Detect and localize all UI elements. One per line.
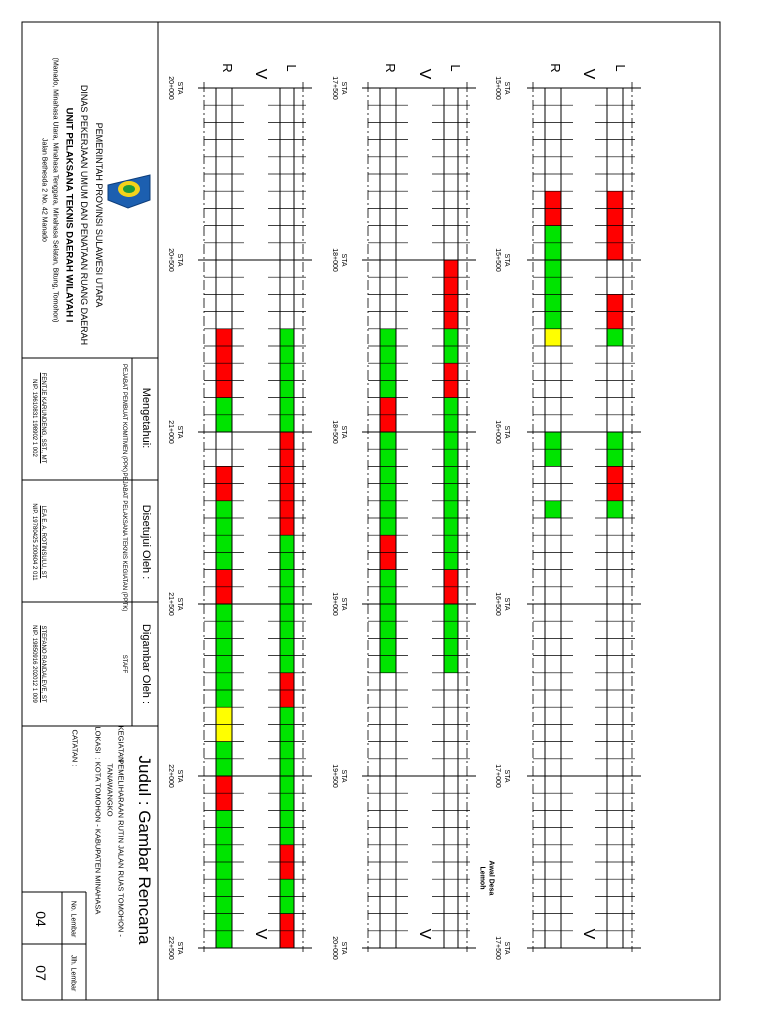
panel-3-station-label-2: 21+000 xyxy=(167,420,174,444)
panel-2-station-label-1: 18+000 xyxy=(331,248,338,272)
panel-2-R-side-label: R xyxy=(383,63,398,73)
lokasi-label: LOKASI xyxy=(93,726,103,754)
kegiatan-line-2: TANAWANGKO xyxy=(105,763,115,817)
approval-2-name: LEA E. A. ROTINSULU, ST xyxy=(40,505,46,579)
approval-2-heading: Disetujui Oleh : xyxy=(140,504,152,580)
drawing-title: Judul : Gambar Rencana xyxy=(135,755,154,945)
approval-1-name: FENTJE KARUNDENG, SST., MT xyxy=(40,372,46,464)
panel-3-v-mark-2: V xyxy=(252,928,269,940)
panel-1-v-mark-1: V xyxy=(580,68,597,80)
panel-1-L-segment-6 xyxy=(607,501,623,518)
panel-2-L-side-label: L xyxy=(448,64,463,72)
header-org-line-5: Jalan Bethesda 2 No. 42 Manado xyxy=(40,138,48,242)
panel-3-station-label-0: 20+000 xyxy=(167,76,174,100)
panel-1-station-label-2: STA xyxy=(503,425,510,439)
lokasi-value: : KOTA TOMOHON - KABUPATEN MINAHASA xyxy=(93,757,103,915)
jml-lembar-value: 07 xyxy=(33,965,49,981)
panel-1-station-label-5: STA xyxy=(503,941,510,955)
panel-3-station-label-4: STA xyxy=(176,769,183,783)
panel-3-R-side-label: R xyxy=(220,63,235,73)
panel-1-station-label-4: 17+000 xyxy=(494,764,501,788)
panel-2-station-label-5: 20+000 xyxy=(331,936,338,960)
jml-lembar-label: Jlh. Lembar xyxy=(69,954,77,992)
panel-1-L-segment-3 xyxy=(607,329,623,346)
header-org-line-4: (Manado, Minahasa Utara, Minahasa Tenggara, Minahasa Selatan, Bitung, Tomohon) xyxy=(51,57,59,323)
panel-1-station-label-3: STA xyxy=(503,597,510,611)
catatan-label: CATATAN : xyxy=(70,729,80,767)
approval-3-name: STEFANO RANDALEVE, ST xyxy=(40,625,46,703)
panel-1-station-label-1: STA xyxy=(503,253,510,267)
panel-3-station-label-3: STA xyxy=(176,597,183,611)
panel-2 xyxy=(331,63,476,960)
header-org-line-3: UNIT PELAKSANA TEKNIS DAERAH WILAYAH I xyxy=(63,107,75,323)
panel-3-station-label-3: 21+500 xyxy=(167,592,174,616)
panel-1-station-label-2: 16+000 xyxy=(494,420,501,444)
panel-3-station-label-1: STA xyxy=(176,253,183,267)
panel-2-station-label-2: 18+500 xyxy=(331,420,338,444)
approval-2-nip: NIP. 19780425 200604 2 011 xyxy=(31,503,37,581)
panel-1-R-segment-5 xyxy=(545,501,561,518)
approval-1-role: PEJABAT PEMBUAT KOMITMEN (PPK) xyxy=(121,364,127,472)
no-lembar-value: 04 xyxy=(33,911,49,927)
panel-3 xyxy=(167,63,312,960)
panel-1-station-label-0: 15+000 xyxy=(494,76,501,100)
panel-2-station-label-0: 17+500 xyxy=(331,76,338,100)
panel-1-R-side-label: R xyxy=(548,63,563,73)
panel-2-station-label-2: STA xyxy=(340,425,347,439)
panel-2-station-label-3: 19+000 xyxy=(331,592,338,616)
panel-2-v-mark-2: V xyxy=(416,928,433,940)
province-logo xyxy=(108,175,150,208)
kegiatan-line-1: : PEMELIHARAAN RUTIN JALAN RUAS TOMOHON - xyxy=(116,755,126,937)
approval-3-nip: NIP. 19850916 202012 1 009 xyxy=(31,625,37,703)
annotation-line-1: Awal Desa xyxy=(487,860,495,896)
panel-1-station-label-3: 16+500 xyxy=(494,592,501,616)
panel-3-station-label-5: STA xyxy=(176,941,183,955)
panel-3-v-mark-1: V xyxy=(252,68,269,80)
no-lembar-label: No. Lembar xyxy=(69,900,77,938)
panel-1 xyxy=(494,63,641,960)
panel-3-station-label-1: 20+500 xyxy=(167,248,174,272)
panel-2-v-mark-1: V xyxy=(416,68,433,80)
approval-2-role: PEJABAT PELAKSANA TEKNIS KEGIATAN (PPTK) xyxy=(121,472,127,612)
panel-2-station-label-4: STA xyxy=(340,769,347,783)
panel-3-station-label-0: STA xyxy=(176,81,183,95)
header-org-line-1: PEMERINTAH PROVINSI SULAWESI UTARA xyxy=(94,122,104,308)
panel-1-station-label-4: STA xyxy=(503,769,510,783)
panel-2-station-label-0: STA xyxy=(340,81,347,95)
panel-2-station-label-1: STA xyxy=(340,253,347,267)
approval-3-role: STAFF xyxy=(121,654,127,674)
panel-3-station-label-2: STA xyxy=(176,425,183,439)
panel-3-station-label-4: 22+000 xyxy=(167,764,174,788)
panel-2-station-label-3: STA xyxy=(340,597,347,611)
panel-2-station-label-5: STA xyxy=(340,941,347,955)
approval-1-nip: NIP. 19610831 198902 1 002 xyxy=(31,379,37,457)
panel-3-station-label-5: 22+500 xyxy=(167,936,174,960)
kegiatan-label: KEGIATAN xyxy=(116,725,126,763)
logo-center xyxy=(123,185,135,193)
approval-3-heading: Digambar Oleh : xyxy=(140,623,152,705)
annotation-line-2: Lemoh xyxy=(478,866,486,890)
panel-1-station-label-5: 17+500 xyxy=(494,936,501,960)
panel-1-v-mark-2: V xyxy=(580,928,597,940)
approval-1-heading: Mengetahui: xyxy=(140,387,152,449)
road-condition-panels xyxy=(167,63,641,960)
panel-2-station-label-4: 19+500 xyxy=(331,764,338,788)
panel-1-station-label-1: 15+500 xyxy=(494,248,501,272)
panel-1-L-side-label: L xyxy=(613,64,628,72)
panel-1-R-segment-3 xyxy=(545,329,561,346)
panel-3-L-side-label: L xyxy=(284,64,299,72)
panel-1-station-label-0: STA xyxy=(503,81,510,95)
header-org-line-2: DINAS PEKERJAAN UMUM DAN PENATAAN RUANG DAERAH xyxy=(79,84,89,346)
